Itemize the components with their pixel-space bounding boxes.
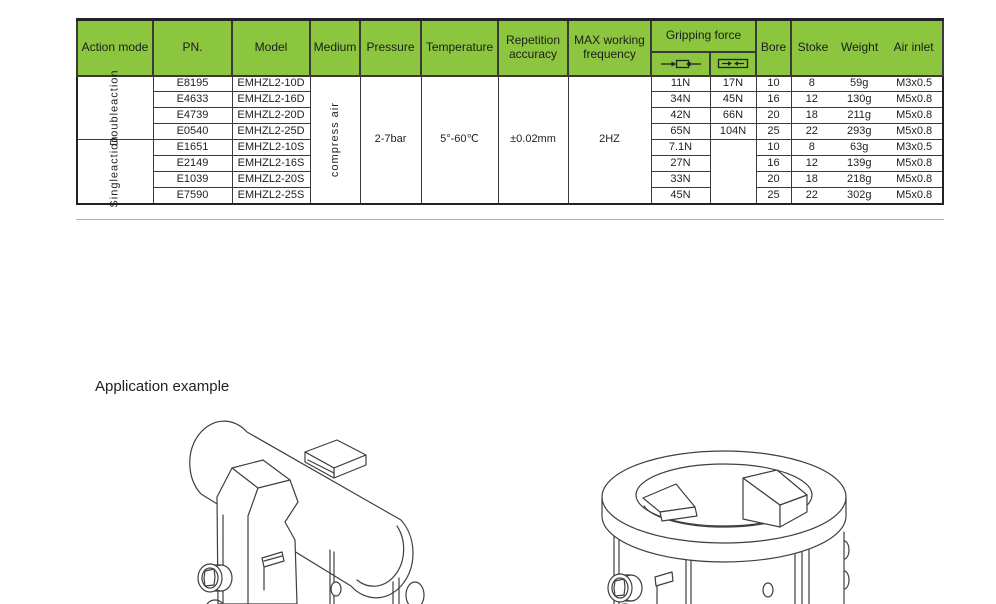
pressure-value: 2-7bar (360, 76, 421, 204)
air-inlet-value: M5x0.8 (896, 188, 933, 201)
grip-int-value: 66N (710, 108, 756, 124)
header-bore: Bore (756, 20, 791, 76)
swa-values (791, 92, 943, 108)
application-example-label: Application example (95, 378, 230, 395)
external-grip-arrows-icon (658, 58, 704, 70)
grip-ext-value: 65N (651, 124, 710, 140)
model-value: EMHZL2-16S (232, 156, 310, 172)
weight-value: 63g (850, 141, 869, 153)
pn-value: E7590 (153, 188, 232, 204)
double-action-label: Double action (108, 69, 121, 146)
model-value: EMHZL2-10S (232, 140, 310, 156)
grip-ext-value: 27N (651, 156, 710, 172)
action-mode-double (77, 69, 153, 146)
stoke-value: 18 (805, 173, 818, 185)
swa-values (791, 188, 943, 204)
grip-int-value: 17N (710, 76, 756, 92)
grip-ext-value: 11N (651, 76, 710, 92)
stoke-value: 12 (805, 157, 818, 169)
internal-grip-ring-drawing (588, 440, 880, 604)
header-pn: PN. (153, 20, 232, 76)
bore-value: 10 (756, 140, 791, 156)
header-stoke-weight-airinlet (791, 20, 943, 76)
grip-int-value: 45N (710, 92, 756, 108)
header-pressure: Pressure (360, 20, 421, 76)
model-value: EMHZL2-25D (232, 124, 310, 140)
header-air-inlet: Air inlet (893, 39, 934, 54)
pn-value: E1651 (153, 140, 232, 156)
pn-value: E1039 (153, 172, 232, 188)
header-grip-internal (710, 52, 756, 76)
temperature-value: 5°-60℃ (421, 76, 498, 204)
model-value: EMHZL2-25S (232, 188, 310, 204)
header-max-working-frequency: MAX working frequency (568, 20, 651, 76)
grip-ext-value: 34N (651, 92, 710, 108)
model-value: EMHZL2-20S (232, 172, 310, 188)
model-value: EMHZL2-10D (232, 76, 310, 92)
stoke-value: 12 (805, 93, 818, 105)
bore-value: 10 (756, 76, 791, 92)
swa-values (791, 76, 943, 92)
stoke-value: 8 (808, 77, 815, 90)
air-inlet-value: M3x0.5 (896, 141, 933, 153)
table-row (77, 76, 943, 92)
header-medium: Medium (310, 20, 360, 76)
weight-value: 293g (846, 125, 872, 137)
internal-grip-figure (588, 440, 880, 604)
single-action-label: Single action (108, 135, 121, 208)
pn-value: E4739 (153, 108, 232, 124)
bore-value: 20 (756, 108, 791, 124)
repetition-accuracy-value: ±0.02mm (498, 76, 568, 204)
header-weight: Weight (841, 39, 879, 54)
stoke-value: 22 (805, 125, 818, 137)
pn-value: E4633 (153, 92, 232, 108)
weight-value: 59g (850, 77, 869, 90)
header-grip-external (651, 52, 710, 76)
compress-air-label: compress air (328, 102, 341, 177)
bore-value: 16 (756, 156, 791, 172)
header-repetition-accuracy: Repetition accuracy (498, 20, 568, 76)
model-value: EMHZL2-20D (232, 108, 310, 124)
stoke-value: 22 (805, 188, 818, 201)
air-inlet-value: M5x0.8 (896, 125, 933, 137)
model-value: EMHZL2-16D (232, 92, 310, 108)
weight-value: 130g (846, 93, 872, 105)
weight-value: 211g (847, 109, 872, 121)
weight-value: 139g (846, 157, 872, 169)
swa-values (791, 140, 943, 156)
table-bottom-rule (76, 219, 944, 220)
weight-value: 218g (846, 173, 872, 185)
air-inlet-value: M3x0.5 (896, 77, 933, 90)
grip-ext-value: 33N (651, 172, 710, 188)
pn-value: E2149 (153, 156, 232, 172)
swa-values (791, 108, 943, 124)
stoke-value: 18 (805, 109, 818, 121)
bore-value: 25 (756, 188, 791, 204)
header-action-mode: Action mode (77, 20, 153, 76)
grip-ext-value: 7.1N (651, 140, 710, 156)
grip-int-empty-cell (710, 140, 756, 204)
air-inlet-value: M5x0.8 (896, 173, 933, 185)
grip-ext-value: 42N (651, 108, 710, 124)
air-inlet-value: M5x0.8 (896, 157, 933, 169)
max-frequency-value: 2HZ (568, 76, 651, 204)
bore-value: 25 (756, 124, 791, 140)
medium-value (310, 76, 360, 204)
weight-value: 302g (846, 188, 872, 201)
grip-int-value: 104N (710, 124, 756, 140)
external-grip-cylinder-drawing (185, 420, 440, 604)
air-inlet-value: M5x0.8 (896, 93, 933, 105)
bore-value: 16 (756, 92, 791, 108)
pn-value: E0540 (153, 124, 232, 140)
swa-values (791, 124, 943, 140)
internal-grip-arrows-icon (717, 58, 749, 69)
pn-value: E8195 (153, 76, 232, 92)
air-inlet-value: M5x0.8 (896, 109, 933, 121)
swa-values (791, 156, 943, 172)
swa-values (791, 172, 943, 188)
header-temperature: Temperature (421, 20, 498, 76)
bore-value: 20 (756, 172, 791, 188)
header-stoke: Stoke (797, 39, 829, 54)
action-mode-single (77, 135, 153, 208)
header-gripping-force: Gripping force (651, 20, 756, 52)
specification-table (76, 18, 944, 208)
stoke-value: 8 (808, 141, 815, 153)
header-model: Model (232, 20, 310, 76)
grip-ext-value: 45N (651, 188, 710, 204)
external-grip-figure (185, 420, 440, 604)
